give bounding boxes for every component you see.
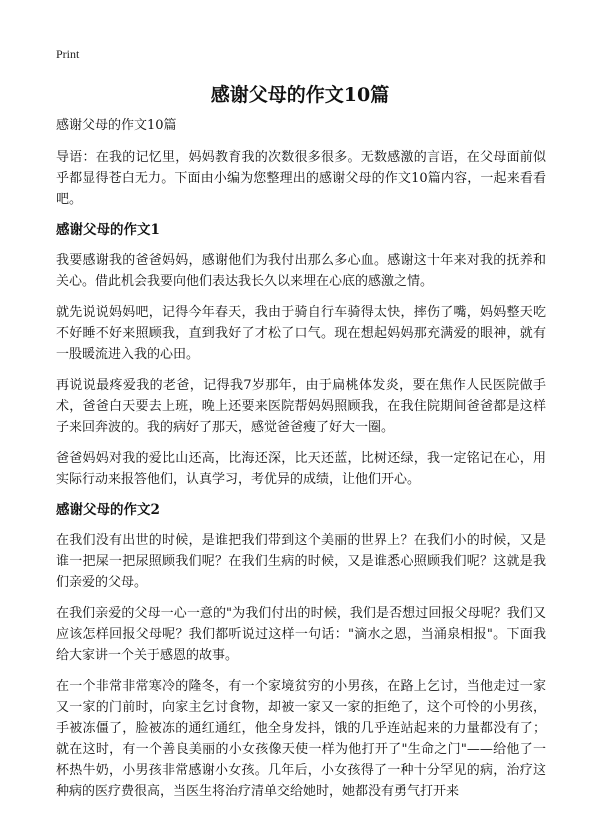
article-body <box>56 116 546 812</box>
section-paragraph: 在我们亲爱的父母一心一意的"为我们付出的时候，我们是否想过回报父母呢？我们又应该怎样回报父母呢？我们都听说过这样一句话："滴水之恩，当涌泉相报"。下面我给大家讲一个关于感恩的故事。 <box>56 606 546 663</box>
section-paragraph: 我要感谢我的爸爸妈妈，感谢他们为我付出那么多心血。感谢这十年来对我的抚养和关心。借此机会我要向他们表达我长久以来埋在心底的感激之情。 <box>56 253 546 289</box>
section-paragraph: 再说说最疼爱我的老爸，记得我7岁那年，由于扁桃体发炎，要在焦作人民医院做手术，爸爸白天要去上班，晚上还要来医院帮妈妈照顾我，在我住院期间爸爸都是这样子来回奔波的。我的病好了那天，感觉爸爸瘦了好大一圈。 <box>56 378 546 435</box>
section-paragraph: 爸爸妈妈对我的爱比山还高，比海还深，比天还蓝，比树还绿，我一定铭记在心，用实际行动来报答他们，认真学习，考优异的成绩，让他们开心。 <box>56 451 546 487</box>
page-title: 感谢父母的作文10篇 <box>210 84 390 106</box>
print-link[interactable]: Print <box>56 47 80 61</box>
section-paragraph: 就先说说妈妈吧，记得今年春天，我由于骑自行车骑得太快，摔伤了嘴，妈妈整天吃不好睡不好来照顾我，直到我好了才松了口气。现在想起妈妈那充满爱的眼神，就有一股暖流进入我的心田。 <box>56 305 546 362</box>
section-heading: 感谢父母的作文1 <box>56 222 160 238</box>
intro-paragraph: 导语：在我的记忆里，妈妈教育我的次数很多很多。无数感激的言语，在父母面前似乎都显得苍白无力。下面由小编为您整理出的感谢父母的作文10篇内容，一起来看看吧。 <box>56 150 546 207</box>
section-paragraph: 在我们没有出世的时候，是谁把我们带到这个美丽的世界上？在我们小的时候，又是谁一把屎一把尿照顾我们呢？在我们生病的时候，又是谁悉心照顾我们呢？这就是我们亲爱的父母。 <box>56 533 546 590</box>
section-heading: 感谢父母的作文2 <box>56 502 160 518</box>
section-paragraph: 在一个非常非常寒冷的隆冬，有一个家境贫穷的小男孩，在路上乞讨，当他走过一家又一家的门前时，向家主乞讨食物，却被一家又一家的拒绝了，这个可怜的小男孩，手被冻僵了，脸被冻的通红通红，他全身发抖，饿的几乎连站起来的力量都没有了；就在这时，有一个善良美丽的小女孩像天使一样为他打开了"生命之门"——给他了一杯热牛奶，小男孩非常感谢小女孩。几年后，小女孩得了一种十分罕见的病，治疗这种病的医疗费很高，当医生将治疗清单交给她时，她都没有勇气打开来 <box>56 679 546 799</box>
article-subtitle: 感谢父母的作文10篇 <box>56 118 177 133</box>
